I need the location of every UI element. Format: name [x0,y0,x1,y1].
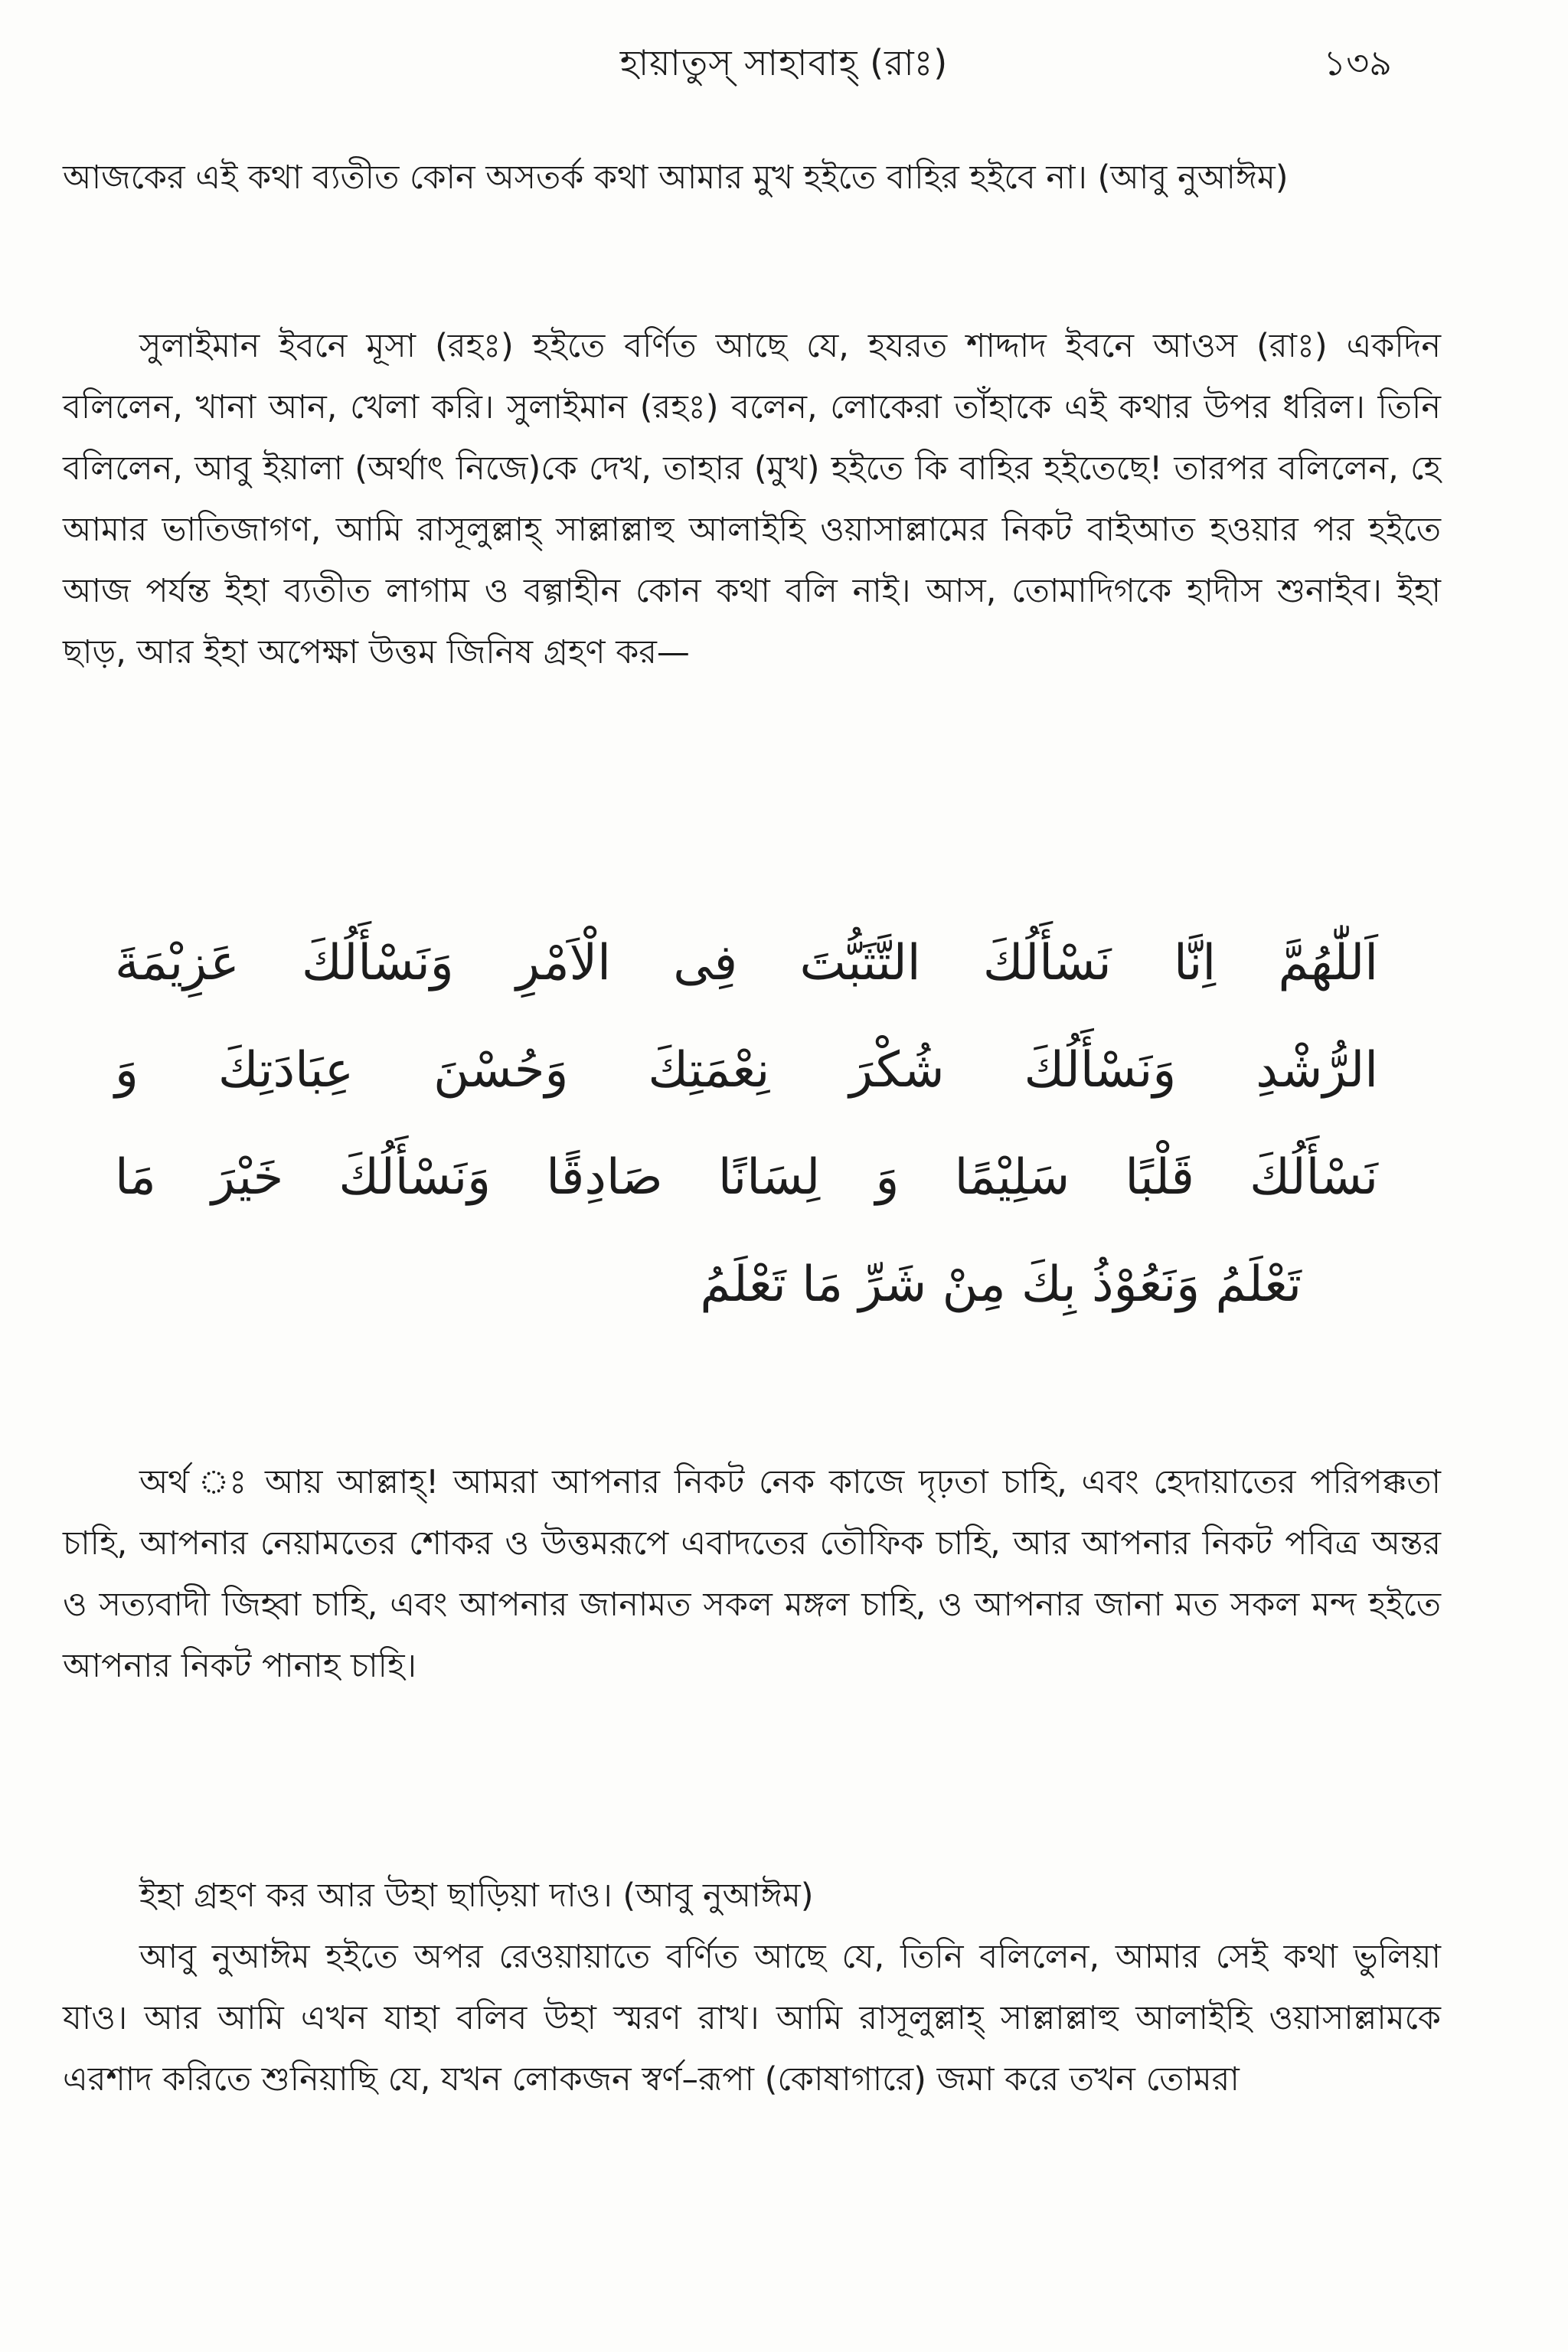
arabic-line: اَللّٰهُمَّ اِنَّا نَسْأَلُكَ التَّثَبُّتَ فِى الْاَمْرِ وَنَسْأَلُكَ عَزِيْمَةَ [115,935,1378,991]
page-number: ১৩৯ [1323,42,1392,83]
paragraph-intro: আজকের এই কথা ব্যতীত কোন অসতর্ক কথা আমার মুখ হইতে বাহির হইবে না। (আবু নুআঈম) [63,158,1289,197]
paragraph-narration: সুলাইমান ইবনে মূসা (রহঃ) হইতে বর্ণিত আছে যে, হযরত শাদ্দাদ ইবনে আওস (রাঃ) একদিন বলিলেন, খানা আন, খেলা করি। সুলাইমান (রহঃ) বলেন, লোকেরা তাঁহাকে এই কথার উপর ধরিল। তিনি বলিলেন, আবু ইয়ালা (অর্থাৎ নিজে)কে দেখ, তাহার (মুখ) হইতে কি বাহির হইতেছে! তারপর বলিলেন, হে আমার ভাতিজাগণ, আমি রাসূলুল্লাহ্ সাল্লাল্লাহু আলাইহি ওয়াসাল্লামের নিকট বাইআত হওয়ার পর হইতে আজ পর্যন্ত ইহা ব্যতীত লাগাম ও বল্গাহীন কোন কথা বলি নাই। আস, তোমাদিগকে হাদীস শুনাইব। ইহা ছাড়, আর ইহা অপেক্ষা উত্তম জিনিষ গ্রহণ কর— [63,327,1441,671]
paragraph-narration-continued: আবু নুআঈম হইতে অপর রেওয়ায়াতে বর্ণিত আছে যে, তিনি বলিলেন, আমার সেই কথা ভুলিয়া যাও। আর আমি এখন যাহা বলিব উহা স্মরণ রাখ। আমি রাসূলুল্লাহ্ সাল্লাল্লাহু আলাইহি ওয়াসাল্লামকে এরশাদ করিতে শুনিয়াছি যে, যখন লোকজন স্বর্ণ–রূপা (কোষাগারে) জমা করে তখন তোমরা [63,1938,1441,2099]
paragraph-instruction: ইহা গ্রহণ কর আর উহা ছাড়িয়া দাও। (আবু নুআঈম) [139,1877,814,1915]
arabic-dua [115,910,1378,1338]
arabic-line: تَعْلَمُ وَنَعُوْذُ بِكَ مِنْ شَرِّ مَا تَعْلَمُ [700,1256,1302,1313]
running-header-title: হায়াতুস্ সাহাবাহ্ (রাঃ) [619,42,949,83]
arabic-line: الرُّشْدِ وَنَسْأَلُكَ شُكْرَ نِعْمَتِكَ وَحُسْنَ عِبَادَتِكَ وَ [115,1042,1378,1099]
arabic-line: نَسْأَلُكَ قَلْبًا سَلِيْمًا وَ لِسَانًا صَادِقًا وَنَسْأَلُكَ خَيْرَ مَا [115,1149,1378,1206]
paragraph-meaning: অর্থ ঃ আয় আল্লাহ্! আমরা আপনার নিকট নেক কাজে দৃঢ়তা চাহি, এবং হেদায়াতের পরিপক্কতা চাহি, আপনার নেয়ামতের শোকর ও উত্তমরূপে এবাদতের তৌফিক চাহি, আর আপনার নিকট পবিত্র অন্তর ও সত্যবাদী জিহ্বা চাহি, এবং আপনার জানামত সকল মঙ্গল চাহি, ও আপনার জানা মত সকল মন্দ হইতে আপনার নিকট পানাহ চাহি। [63,1463,1441,1685]
